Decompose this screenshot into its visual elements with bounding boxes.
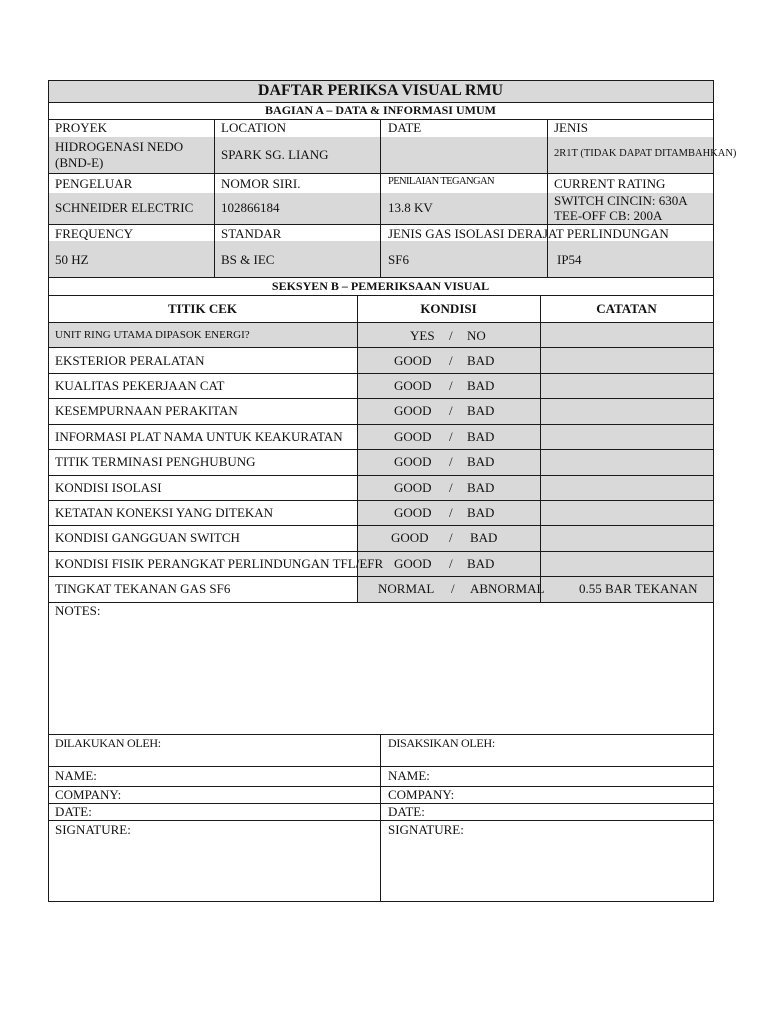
- condition-option-bad[interactable]: BAD: [467, 505, 495, 520]
- border-left: [48, 80, 49, 902]
- col-header-condition: KONDISI: [420, 301, 477, 316]
- row-line: [48, 525, 714, 526]
- witness-signature-area[interactable]: [381, 838, 712, 900]
- condition-option-yes[interactable]: YES: [410, 328, 435, 343]
- condition-option-bad[interactable]: BAD: [467, 353, 495, 368]
- value-manufacturer: SCHNEIDER ELECTRIC: [55, 200, 194, 215]
- checkpoint-item: KUALITAS PEKERJAAN CAT: [55, 378, 225, 393]
- condition-option-good[interactable]: GOOD: [394, 403, 432, 418]
- label-type: JENIS: [554, 120, 588, 135]
- label-standard: STANDAR: [221, 226, 282, 241]
- notes-label: NOTES:: [55, 603, 101, 618]
- row-line: [48, 602, 714, 603]
- condition-separator: /: [451, 581, 455, 596]
- value-current-line2: TEE-OFF CB: 200A: [554, 208, 663, 223]
- checkpoint-item: EKSTERIOR PERALATAN: [55, 353, 205, 368]
- value-project: HIDROGENASI NEDO (BND-E): [55, 139, 184, 170]
- condition-separator: /: [449, 429, 453, 444]
- witness-company-label: COMPANY:: [388, 787, 455, 802]
- condition-separator: /: [449, 556, 453, 571]
- performer-name-label: NAME:: [55, 768, 97, 783]
- checkpoint-note[interactable]: 0.55 BAR TEKANAN: [579, 581, 698, 596]
- col-header-notes: CATATAN: [596, 301, 657, 316]
- condition-option-bad[interactable]: BAD: [467, 556, 495, 571]
- line-sectionb-bottom: [48, 295, 714, 296]
- label-voltage: PENILAIAN TEGANGAN: [388, 176, 494, 187]
- condition-option-bad[interactable]: BAD: [467, 454, 495, 469]
- row-line: [48, 500, 714, 501]
- value-type: 2R1T (TIDAK DAPAT DITAMBAHKAN): [554, 148, 737, 159]
- section-b-heading: SEKSYEN B – PEMERIKSAAN VISUAL: [271, 279, 490, 293]
- condition-separator: /: [449, 403, 453, 418]
- condition-option-good[interactable]: GOOD: [391, 530, 429, 545]
- section-a-heading: BAGIAN A – DATA & INFORMASI UMUM: [265, 103, 496, 117]
- label-location: LOCATION: [221, 120, 286, 135]
- value-frequency: 50 HZ: [55, 252, 89, 267]
- label-serial: NOMOR SIRI.: [221, 176, 301, 191]
- label-project: PROYEK: [55, 120, 108, 135]
- performer-signature-label: SIGNATURE:: [55, 822, 131, 837]
- label-gas-ip: JENIS GAS ISOLASI DERAJAT PERLINDUNGAN: [388, 226, 669, 241]
- condition-option-good[interactable]: GOOD: [394, 505, 432, 520]
- label-manufacturer: PENGELUAR: [55, 176, 133, 191]
- checkpoint-item: KONDISI GANGGUAN SWITCH: [55, 530, 240, 545]
- performer-signature-area[interactable]: [49, 838, 379, 900]
- col-a1: [214, 119, 215, 277]
- condition-separator: /: [449, 480, 453, 495]
- col-header-checkpoint: TITIK CEK: [168, 301, 237, 316]
- line-signoff-1: [48, 766, 714, 767]
- checkpoint-item: KESEMPURNAAN PERAKITAN: [55, 403, 238, 418]
- condition-option-bad[interactable]: BAD: [467, 429, 495, 444]
- condition-option-bad[interactable]: BAD: [470, 530, 498, 545]
- row-line: [48, 551, 714, 552]
- witnessed-by-label: DISAKSIKAN OLEH:: [388, 736, 495, 750]
- checkpoint-item: KONDISI ISOLASI: [55, 480, 162, 495]
- line-notes-bottom: [48, 734, 714, 735]
- col-b2: [540, 295, 541, 602]
- label-date: DATE: [388, 120, 422, 135]
- condition-separator: /: [449, 530, 453, 545]
- line-row2-bottom: [48, 224, 714, 225]
- checkpoint-item: KETATAN KONEKSI YANG DITEKAN: [55, 505, 274, 520]
- row-line: [48, 347, 714, 348]
- witness-name-label: NAME:: [388, 768, 430, 783]
- line-row1-bottom: [48, 173, 714, 174]
- label-current: CURRENT RATING: [554, 176, 666, 191]
- line-signoff-2: [48, 786, 714, 787]
- page-title: DAFTAR PERIKSA VISUAL RMU: [257, 82, 504, 99]
- col-a2: [380, 119, 381, 277]
- border-top: [48, 80, 714, 81]
- line-row3-bottom: [48, 277, 714, 278]
- value-voltage: 13.8 KV: [388, 200, 433, 215]
- border-right: [713, 80, 714, 902]
- witness-date-label: DATE:: [388, 804, 425, 819]
- condition-separator: /: [449, 378, 453, 393]
- condition-option-no[interactable]: NO: [467, 328, 486, 343]
- value-current-line1: SWITCH CINCIN: 630A: [554, 193, 688, 208]
- condition-option-good[interactable]: GOOD: [394, 454, 432, 469]
- row-line: [48, 576, 714, 577]
- value-serial: 102866184: [221, 200, 280, 215]
- value-gas: SF6: [388, 252, 409, 267]
- checkpoint-item: KONDISI FISIK PERANGKAT PERLINDUNGAN TFL/EFR: [55, 556, 384, 571]
- condition-option-bad[interactable]: BAD: [467, 403, 495, 418]
- value-standard: BS & IEC: [221, 252, 275, 267]
- witness-signature-label: SIGNATURE:: [388, 822, 464, 837]
- condition-option-good[interactable]: GOOD: [394, 353, 432, 368]
- row-line: [48, 373, 714, 374]
- condition-option-normal[interactable]: NORMAL: [378, 581, 435, 596]
- condition-option-bad[interactable]: BAD: [467, 480, 495, 495]
- row-line: [48, 475, 714, 476]
- notes-area[interactable]: [49, 620, 713, 732]
- condition-option-good[interactable]: GOOD: [394, 429, 432, 444]
- col-a3: [547, 119, 548, 277]
- condition-option-abnormal[interactable]: ABNORMAL: [470, 581, 545, 596]
- performer-date-label: DATE:: [55, 804, 92, 819]
- line-signoff-3: [48, 803, 714, 804]
- condition-separator: /: [449, 353, 453, 368]
- performed-by-label: DILAKUKAN OLEH:: [55, 736, 161, 750]
- condition-option-bad[interactable]: BAD: [467, 378, 495, 393]
- condition-option-good[interactable]: GOOD: [394, 480, 432, 495]
- row-line: [48, 424, 714, 425]
- checkpoint-item: INFORMASI PLAT NAMA UNTUK KEAKURATAN: [55, 429, 343, 444]
- label-frequency: FREQUENCY: [55, 226, 134, 241]
- value-ip: IP54: [557, 252, 582, 267]
- line-colheads-bottom: [48, 322, 714, 323]
- line-sectiona-bottom: [48, 119, 714, 120]
- checkpoint-item: TITIK TERMINASI PENGHUBUNG: [55, 454, 256, 469]
- value-location: SPARK SG. LIANG: [221, 147, 329, 162]
- checkpoint-item: TINGKAT TEKANAN GAS SF6: [55, 581, 231, 596]
- line-signoff-4: [48, 820, 714, 821]
- checkpoint-item: UNIT RING UTAMA DIPASOK ENERGI?: [55, 329, 250, 341]
- performer-company-label: COMPANY:: [55, 787, 122, 802]
- row-line: [48, 449, 714, 450]
- border-bottom: [48, 901, 714, 902]
- condition-separator: /: [449, 454, 453, 469]
- condition-separator: /: [449, 328, 453, 343]
- condition-option-good[interactable]: GOOD: [394, 556, 432, 571]
- condition-separator: /: [449, 505, 453, 520]
- row-line: [48, 398, 714, 399]
- condition-option-good[interactable]: GOOD: [394, 378, 432, 393]
